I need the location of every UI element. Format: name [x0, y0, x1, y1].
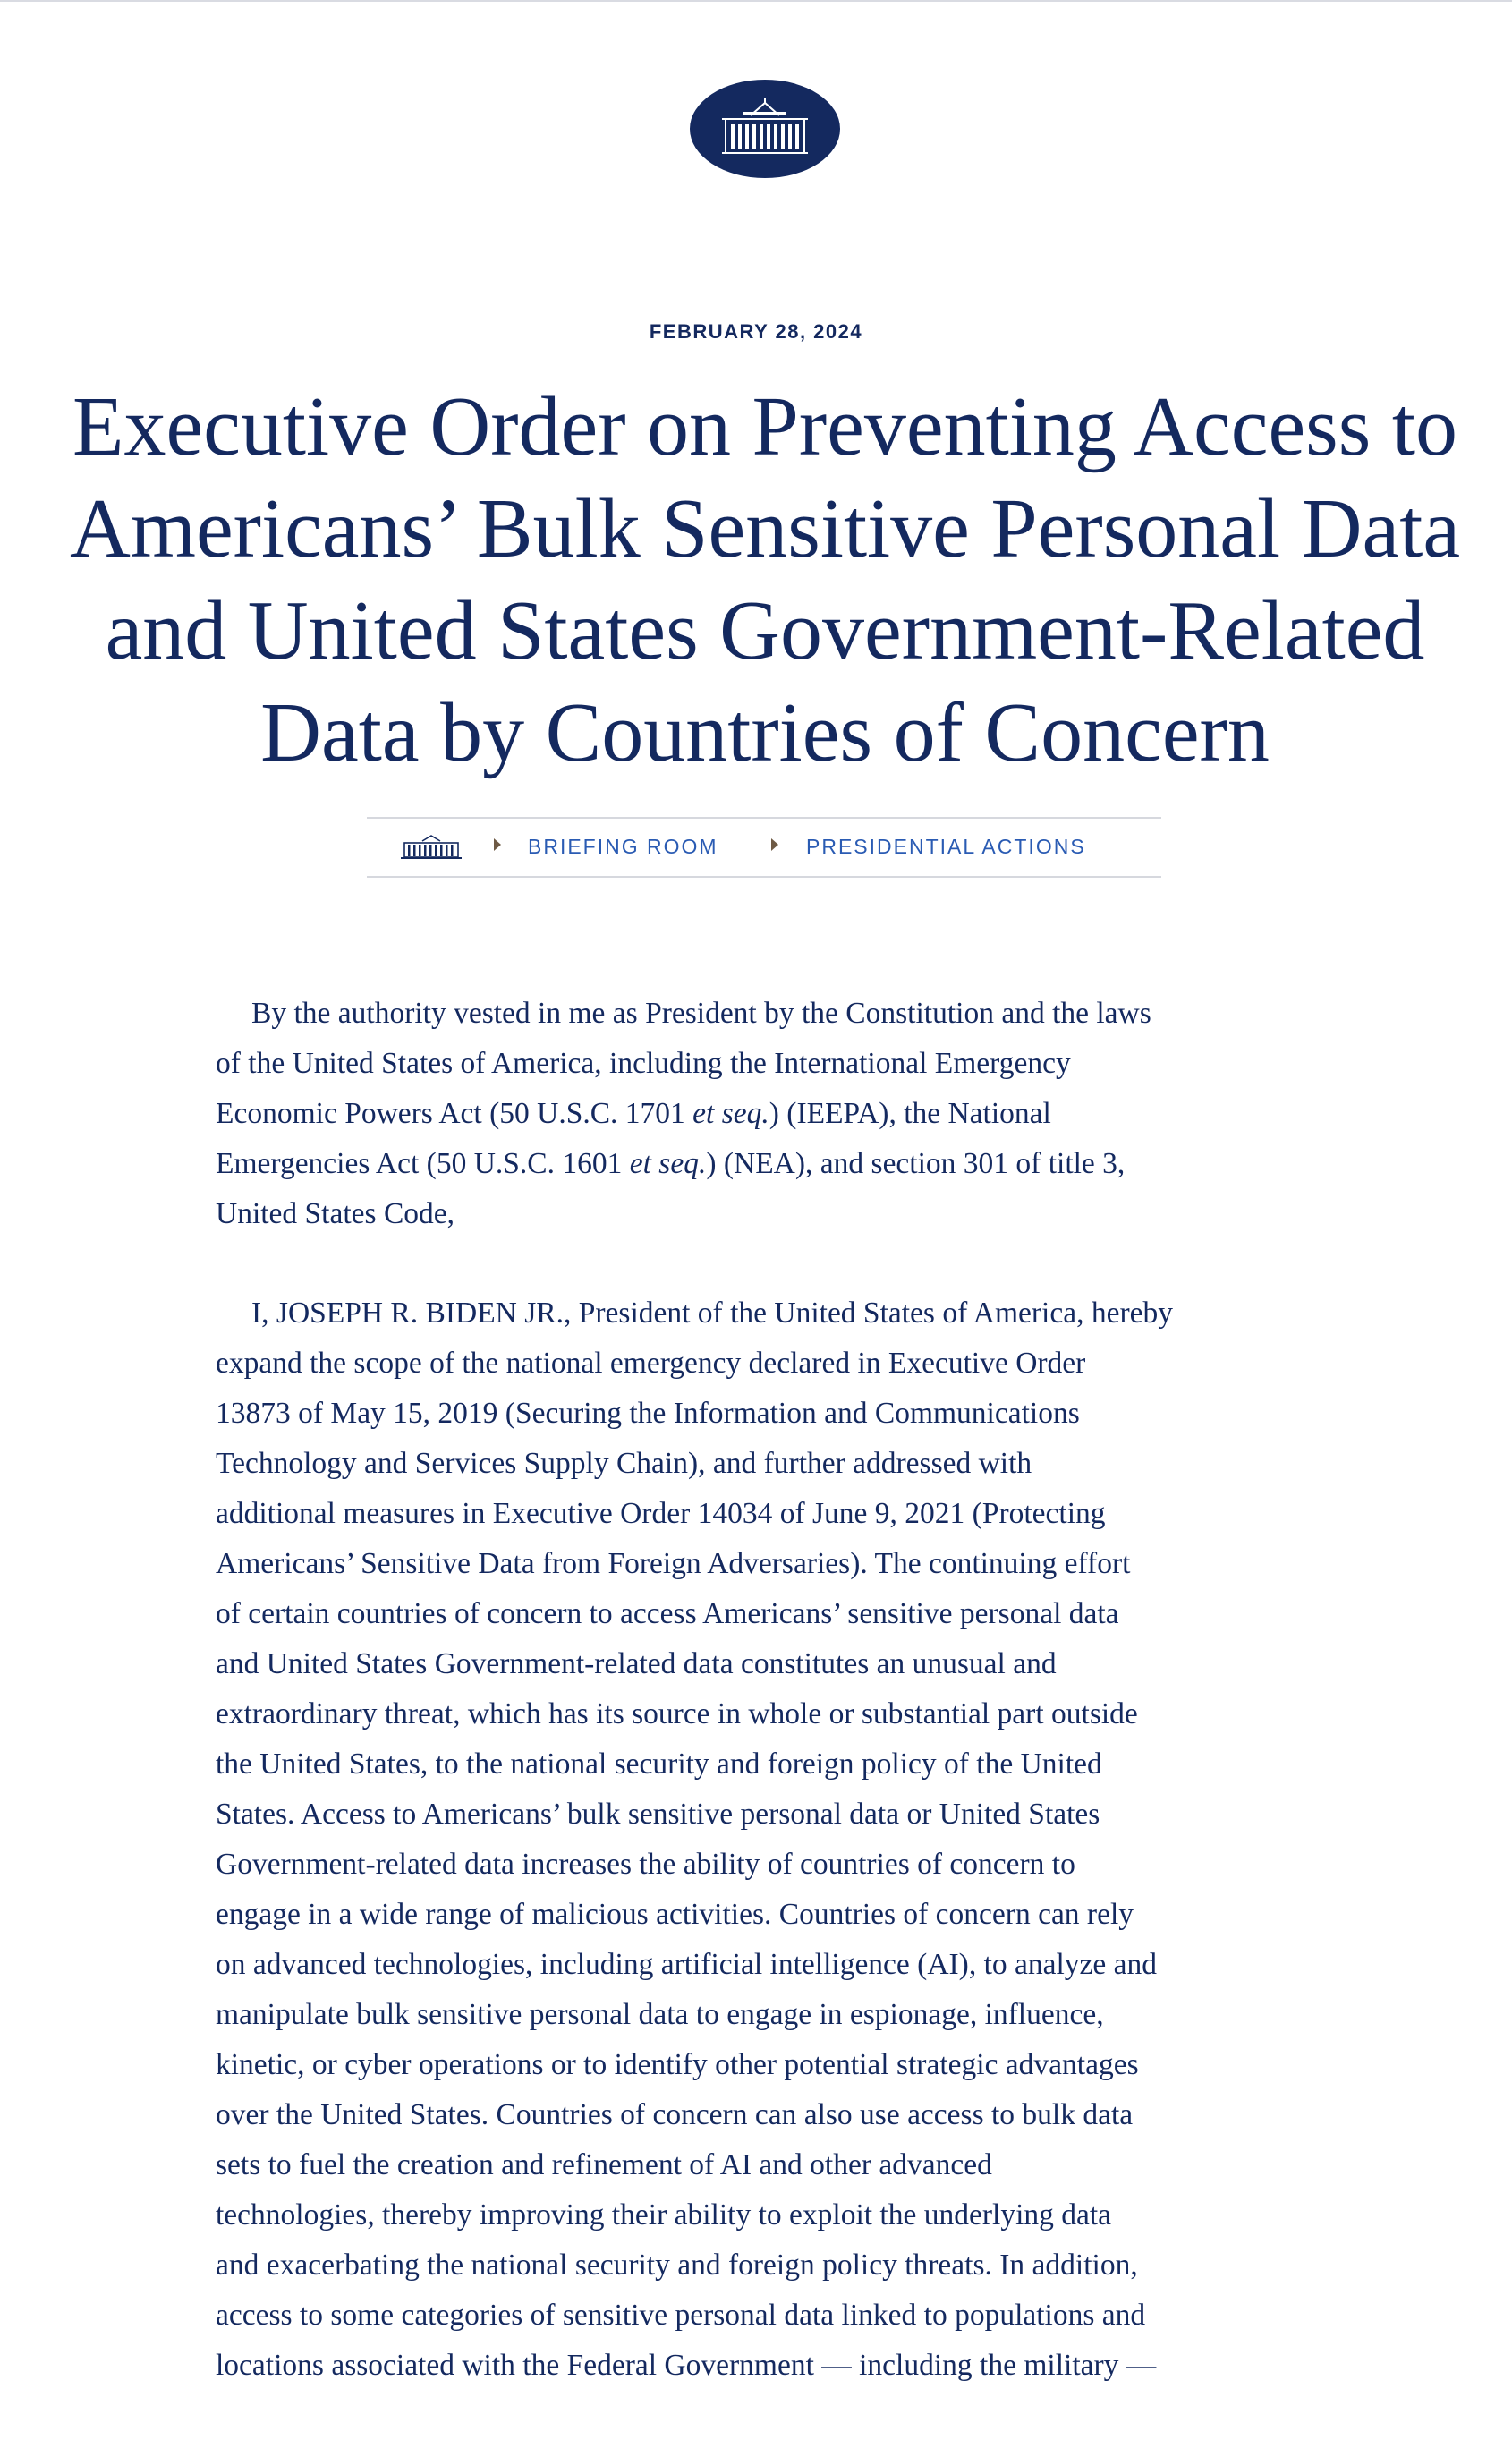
- article-body: [216, 989, 1316, 2440]
- breadcrumb-briefing-room[interactable]: BRIEFING ROOM: [528, 835, 718, 858]
- paragraph-declaration: I, JOSEPH R. BIDEN JR., President of the United States of America, hereby expand the scope of the national emergency declared in Executive Order 13873 of May 15, 2019 (Securing the Information and Communications Technology and Services Supply Chain), and further addressed with additional measures in Executive Order 14034 of June 9, 2021 (Protecting Americans’ Sensitive Data from Foreign Adversaries). The continuing effort of certain countries of concern to access Americans’ sensitive personal data and United States Government-related data constitutes an unusual and extraordinary threat, which has its source in whole or substantial part outside the United States, to the national security and foreign policy of the United States. Access to Americans’ bulk sensitive personal data or United States Government-related data increases the ability of countries of concern to engage in a wide range of malicious activities. Countries of concern can rely on advanced technologies, including artificial intelligence (AI), to analyze and manipulate bulk sensitive personal data to engage in espionage, influence, kinetic, or cyber operations or to identify other potential strategic advantages over the United States. Countries of concern can also use access to bulk data sets to fuel the creation and refinement of AI and other advanced technologies, thereby improving their ability to exploit the underlying data and exacerbating the national security and foreign policy threats. In addition, access to some categories of sensitive personal data linked to populations and locations associated with the Federal Government — including the military —: [216, 1297, 1173, 2382]
- white-house-icon[interactable]: [401, 833, 462, 864]
- top-divider: [0, 0, 1512, 2]
- chevron-right-icon: [494, 838, 501, 851]
- publish-date: FEBRUARY 28, 2024: [649, 320, 863, 343]
- white-house-icon: [690, 80, 840, 178]
- white-house-logo[interactable]: [690, 80, 840, 178]
- breadcrumb-presidential-actions[interactable]: PRESIDENTIAL ACTIONS: [806, 835, 1086, 858]
- paragraph-preamble: By the authority vested in me as President by the Constitution and the laws of the United States of America, including the International Emergency Economic Powers Act (50 U.S.C. 1701 et seq.) (IEEPA), the National Emergencies Act (50 U.S.C. 1601 et seq.) (NEA), and section 301 of title 3, United States Code,: [216, 997, 1151, 1230]
- chevron-right-icon: [771, 838, 778, 851]
- breadcrumb: [367, 817, 1161, 878]
- page-title: Executive Order on Preventing Access to Americans’ Bulk Sensitive Personal Data and United States Government-Related Data by Countries of Concern: [69, 380, 1461, 779]
